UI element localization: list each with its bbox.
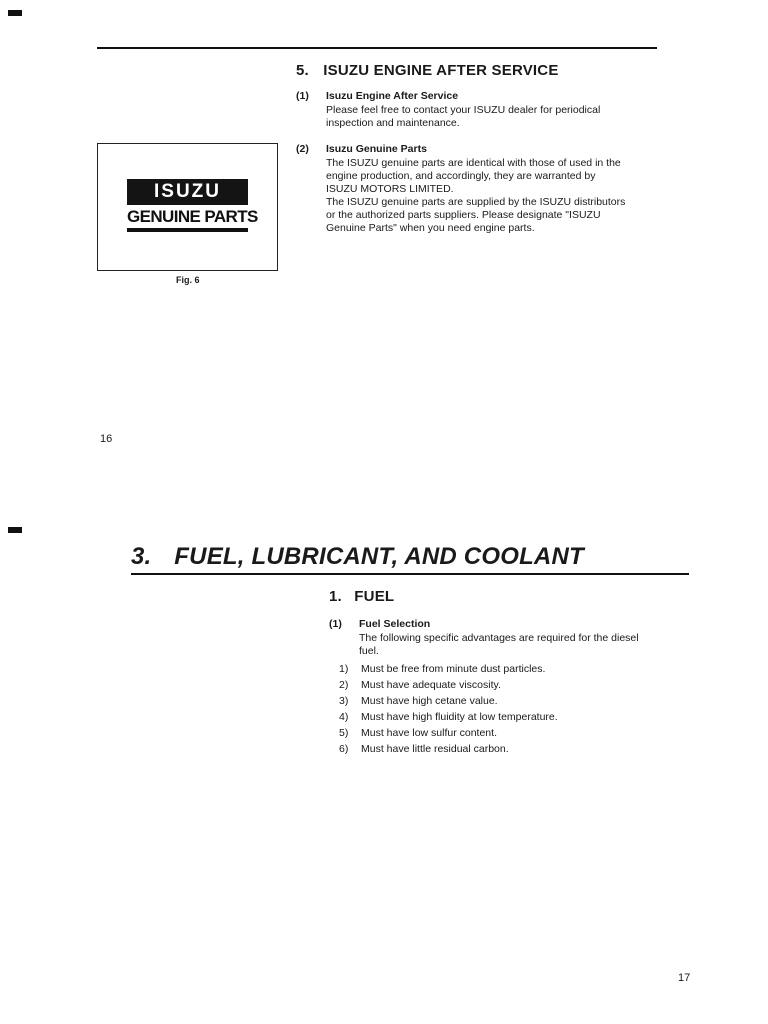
section-number: 1. (329, 588, 342, 605)
page-edge-marker (8, 527, 22, 533)
chapter-number: 3. (131, 543, 152, 570)
subsection-body (359, 632, 689, 658)
list-item-text: Must have adequate viscosity. (361, 679, 501, 691)
logo-underline (127, 228, 248, 232)
list-item (339, 661, 558, 677)
requirements-list (339, 661, 558, 757)
list-item (339, 709, 558, 725)
figure-box (97, 143, 278, 271)
body-line: ISUZU MOTORS LIMITED. (326, 183, 454, 195)
subsection-number: (1) (296, 90, 309, 102)
section-title: FUEL (354, 588, 395, 605)
section-number: 5. (296, 62, 309, 79)
subsection-title: Isuzu Engine After Service (326, 90, 459, 102)
subsection-number: (2) (296, 143, 309, 155)
subsection-title: Isuzu Genuine Parts (326, 143, 427, 155)
body-line: Genuine Parts" when you need engine parts. (326, 222, 535, 234)
list-item-number: 1) (339, 663, 349, 675)
header-rule (97, 47, 657, 49)
chapter-title: FUEL, LUBRICANT, AND COOLANT (174, 543, 584, 570)
body-line: Please feel free to contact your ISUZU dealer for periodical (326, 104, 601, 116)
list-item-number: 5) (339, 727, 349, 739)
body-line: The ISUZU genuine parts are identical with those of used in the (326, 157, 621, 169)
list-item-text: Must have low sulfur content. (361, 727, 497, 739)
subsection-number: (1) (329, 618, 342, 630)
body-line: fuel. (359, 645, 379, 657)
list-item (339, 741, 558, 757)
page-edge-marker (8, 10, 22, 16)
page-number: 17 (678, 972, 691, 984)
body-line: inspection and maintenance. (326, 117, 460, 129)
list-item (339, 693, 558, 709)
body-line: The following specific advantages are required for the diesel (359, 632, 639, 644)
list-item-number: 3) (339, 695, 349, 707)
body-line: engine production, and accordingly, they are warranted by (326, 170, 596, 182)
list-item-text: Must be free from minute dust particles. (361, 663, 546, 675)
isuzu-logo: ISUZU (127, 179, 248, 205)
list-item-text: Must have high cetane value. (361, 695, 498, 707)
subsection-title: Fuel Selection (359, 618, 431, 630)
subsection-body (326, 157, 658, 235)
section-title: ISUZU ENGINE AFTER SERVICE (323, 62, 559, 79)
list-item-number: 2) (339, 679, 349, 691)
body-line: The ISUZU genuine parts are supplied by the ISUZU distributors (326, 196, 626, 208)
list-item-number: 4) (339, 711, 349, 723)
list-item-number: 6) (339, 743, 349, 755)
list-item-text: Must have little residual carbon. (361, 743, 509, 755)
section-heading (329, 588, 394, 605)
body-line: or the authorized parts suppliers. Please designate "ISUZU (326, 209, 601, 221)
genuine-parts-logo-text: GENUINE PARTS (127, 207, 258, 226)
list-item-text: Must have high fluidity at low temperature. (361, 711, 558, 723)
figure-caption: Fig. 6 (176, 275, 200, 285)
chapter-rule (131, 573, 689, 575)
section-heading (296, 62, 559, 79)
chapter-heading (131, 543, 584, 571)
subsection-body (326, 104, 658, 130)
list-item (339, 677, 558, 693)
page-number: 16 (100, 433, 113, 445)
list-item (339, 725, 558, 741)
